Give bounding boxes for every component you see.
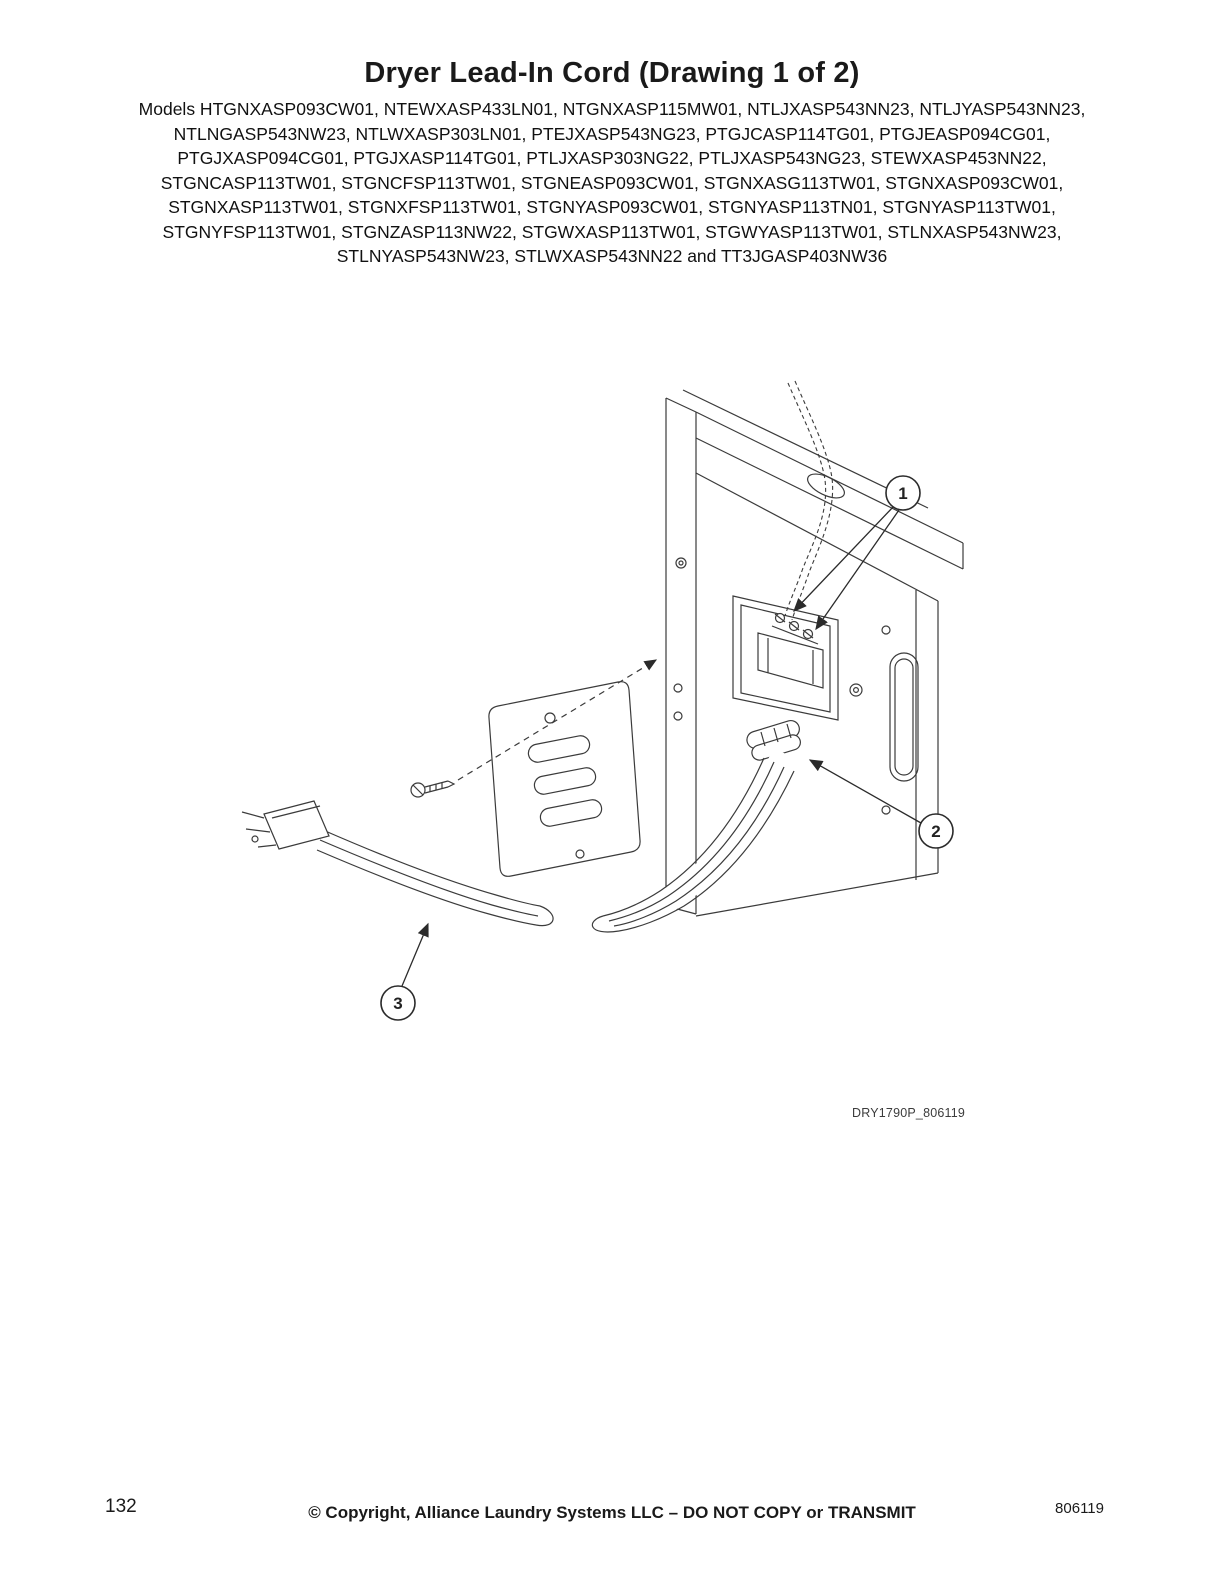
- wire-exit-hole: [804, 469, 848, 503]
- callout-2: [810, 760, 953, 848]
- page-number: 132: [105, 1496, 137, 1517]
- cover-screw: [411, 781, 454, 797]
- copyright-text: © Copyright, Alliance Laundry Systems LLC – DO NOT COPY or TRANSMIT: [308, 1503, 916, 1522]
- model-line: STGNYFSP113TW01, STGNZASP113NW22, STGWXASP113TW01, STGWYASP113TW01, STLNXASP543NW23,: [162, 221, 1062, 242]
- panel-slot: [890, 653, 918, 781]
- callout-3: [381, 924, 428, 1020]
- drawing-reference: DRY1790P_806119: [852, 1106, 966, 1120]
- callout-2-label: 2: [931, 822, 941, 841]
- exploded-view-diagram: [228, 368, 968, 1048]
- terminal-cover-plate: [489, 682, 640, 877]
- model-line: STLNYASP543NW23, STLWXASP543NN22 and TT3JGASP403NW36: [336, 246, 888, 266]
- model-line: NTLNGASP543NW23, NTLWXASP303LN01, PTEJXASP543NG23, PTGJCASP114TG01, PTGJEASP094CG01,: [173, 123, 1051, 144]
- model-line: STGNXASP113TW01, STGNXFSP113TW01, STGNYASP093CW01, STGNYASP113TN01, STGNYASP113TW01,: [168, 197, 1056, 217]
- terminal-wires: [785, 381, 833, 620]
- model-list: [0, 97, 1224, 269]
- page-title: Dryer Lead-In Cord (Drawing 1 of 2): [364, 57, 860, 89]
- model-line: PTGJXASP094CG01, PTGJXASP114TG01, PTLJXASP303NG22, PTLJXASP543NG23, STEWXASP453NN22,: [177, 148, 1047, 168]
- callout-1: [794, 476, 920, 629]
- model-line: Models HTGNXASP093CW01, NTEWXASP433LN01, NTGNXASP115MW01, NTLJXASP543NN23, NTLJYASP543NN23,: [138, 99, 1086, 119]
- callout-1-label: 1: [898, 484, 908, 503]
- model-line: STGNCASP113TW01, STGNCFSP113TW01, STGNEASP093CW01, STGNXASG113TW01, STGNXASP093CW01,: [160, 172, 1064, 193]
- doc-number: 806119: [1055, 1500, 1104, 1517]
- callout-3-label: 3: [393, 994, 403, 1013]
- dryer-rear-panel: [666, 390, 963, 916]
